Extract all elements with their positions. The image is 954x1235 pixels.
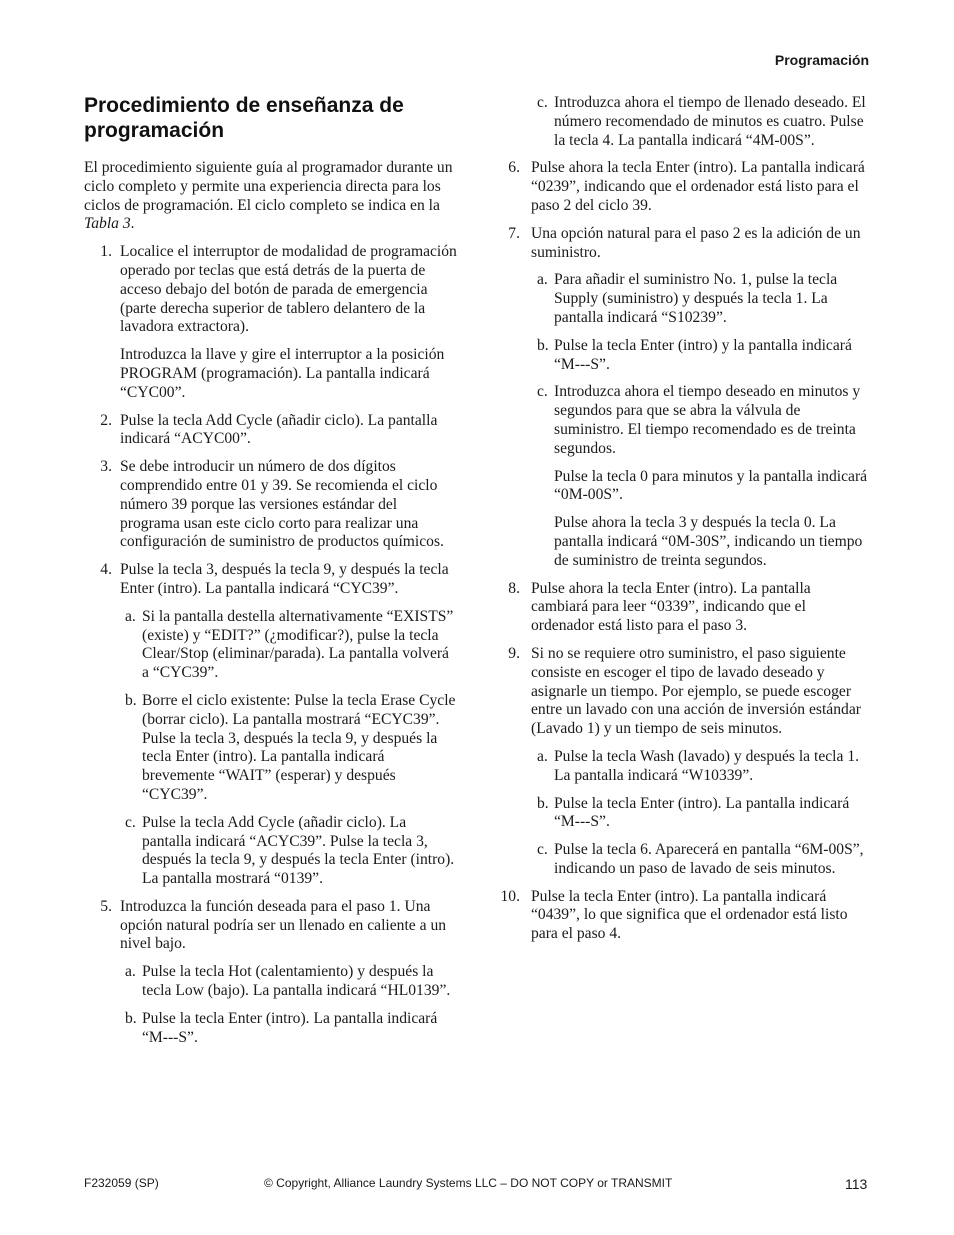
substep-text: Pulse la tecla Enter (intro). La pantalla indicará “M---S”. bbox=[554, 794, 850, 831]
document-id: F232059 (SP) bbox=[84, 1176, 159, 1190]
substep-5a bbox=[84, 963, 459, 1001]
substep-9b bbox=[498, 795, 870, 833]
substep-4b bbox=[84, 692, 459, 805]
substep-letter: a. bbox=[537, 747, 548, 765]
step-text: Localice el interruptor de modalidad de programación operado por teclas que está detrás de la puerta de acceso debajo del botón de parada de emergencia (parte derecha superior de tablero delantero de la lavadora extractora). bbox=[120, 243, 457, 336]
substep-7c bbox=[498, 383, 870, 570]
step-1 bbox=[84, 243, 459, 402]
substep-text: Pulse la tecla 6. Aparecerá en pantalla “6M-00S”, indicando un paso de lavado de seis minutos. bbox=[554, 841, 864, 877]
intro-paragraph bbox=[84, 159, 459, 234]
substep-letter: a. bbox=[125, 963, 136, 981]
step-number: 8. bbox=[508, 579, 520, 597]
step-6 bbox=[498, 159, 870, 215]
step-number: 4. bbox=[100, 561, 112, 579]
substep-text: Para añadir el suministro No. 1, pulse la tecla Supply (suministro) y después la tecla 1. La pantalla indicará “S10239”. bbox=[554, 271, 838, 326]
step-2 bbox=[84, 412, 459, 450]
step-text: Pulse ahora la tecla Enter (intro). La pantalla indicará “0239”, indicando que el ordenador está listo para el paso 2 del ciclo 39. bbox=[531, 159, 865, 214]
step-text: Una opción natural para el paso 2 es la adición de un suministro. bbox=[531, 224, 861, 261]
table-reference: Tabla 3 bbox=[84, 215, 131, 233]
step-4 bbox=[84, 561, 459, 599]
page-title: Procedimiento de enseñanza de programación bbox=[84, 94, 404, 142]
substep-letter: a. bbox=[537, 271, 548, 289]
step-note: Introduzca la llave y gire el interruptor a la posición PROGRAM (programación). La pantalla indicará “CYC00”. bbox=[120, 346, 445, 401]
step-text: Pulse ahora la tecla Enter (intro). La pantalla cambiará para leer “0339”, indicando que el ordenador está listo para el paso 3. bbox=[531, 579, 811, 635]
substep-text: Borre el ciclo existente: Pulse la tecla Erase Cycle (borrar ciclo). La pantalla mostrará “ECYC39”. Pulse la tecla 3, después la tecla 9, y después la tecla Enter (intro). La pantalla indicará brevemente “WAIT” (esperar) y después “CYC39”. bbox=[142, 691, 456, 803]
step-text: Pulse la tecla 3, después la tecla 9, y después la tecla Enter (intro). La pantalla indicará “CYC39”. bbox=[120, 561, 449, 597]
substep-letter: b. bbox=[125, 1009, 137, 1027]
substep-text: Pulse la tecla Add Cycle (añadir ciclo). La pantalla indicará “ACYC39”. Pulse la tecla 3, después la tecla 9, y después la tecla Enter (intro). La pantalla mostrará “0139”. bbox=[142, 813, 455, 888]
substep-text: Introduzca ahora el tiempo de llenado deseado. El número recomendado de minutos es cuatro. Pulse la tecla 4. La pantalla indicará “4M-00S”. bbox=[554, 94, 866, 149]
step-5 bbox=[84, 898, 459, 954]
step-3 bbox=[84, 458, 459, 552]
right-column bbox=[498, 94, 870, 953]
step-text: Pulse la tecla Add Cycle (añadir ciclo). La pantalla indicará “ACYC00”. bbox=[120, 411, 438, 448]
copyright-notice: © Copyright, Alliance Laundry Systems LLC – DO NOT COPY or TRANSMIT bbox=[264, 1176, 673, 1190]
step-7 bbox=[498, 225, 870, 263]
substep-text: Pulse la tecla Enter (intro). La pantalla indicará “M---S”. bbox=[142, 1009, 438, 1046]
substep-text: Pulse la tecla Hot (calentamiento) y después la tecla Low (bajo). La pantalla indicará “HL0139”. bbox=[142, 963, 451, 1000]
step-text: Pulse la tecla Enter (intro). La pantalla indicará “0439”, lo que significa que el ordenador está listo para el paso 4. bbox=[531, 887, 848, 943]
substep-note: Pulse la tecla 0 para minutos y la pantalla indicará “0M-00S”. bbox=[554, 467, 868, 504]
step-number: 10. bbox=[500, 887, 520, 905]
substep-letter: c. bbox=[125, 813, 136, 831]
substep-5c bbox=[498, 94, 870, 150]
substep-letter: b. bbox=[537, 336, 549, 354]
substep-text: Si la pantalla destella alternativamente “EXISTS” (existe) y “EDIT?” (¿modificar?), pulse la tecla Clear/Stop (eliminar/parada). La pantalla volverá a “CYC39”. bbox=[142, 607, 454, 682]
substep-letter: c. bbox=[537, 841, 548, 859]
substep-7a bbox=[498, 271, 870, 327]
substep-letter: c. bbox=[537, 94, 548, 111]
substep-letter: b. bbox=[537, 794, 549, 812]
step-number: 9. bbox=[508, 644, 520, 662]
substep-letter: c. bbox=[537, 383, 548, 401]
substep-text: Pulse la tecla Wash (lavado) y después la tecla 1. La pantalla indicará “W10339”. bbox=[554, 747, 860, 784]
substep-4a bbox=[84, 608, 459, 683]
step-number: 6. bbox=[508, 159, 520, 177]
substep-letter: b. bbox=[125, 691, 137, 709]
substep-5b bbox=[84, 1010, 459, 1048]
step-number: 1. bbox=[100, 243, 112, 261]
step-text: Si no se requiere otro suministro, el paso siguiente consiste en escoger el tipo de lavado deseado y asignarle un tiempo. Por ejemplo, se puede escoger entre un lavado con una acción de inversión estándar (Lavado 1) y un tiempo de seis minutos. bbox=[531, 644, 861, 738]
section-header: Programación bbox=[774, 52, 869, 68]
step-text: Se debe introducir un número de dos dígitos comprendido entre 01 y 39. Se recomienda el ciclo número 39 porque las versiones estándar del programa usan este ciclo corto para realizar una configuración de suministro de productos químicos. bbox=[120, 458, 444, 551]
substep-text: Introduzca ahora el tiempo deseado en minutos y segundos para que se abra la válvula de suministro. El tiempo recomendado es de treinta segundos. bbox=[554, 383, 861, 457]
step-number: 2. bbox=[100, 411, 112, 429]
left-column bbox=[84, 94, 459, 1056]
step-number: 3. bbox=[100, 458, 112, 476]
intro-text: El procedimiento siguiente guía al programador durante un ciclo completo y permite una experiencia directa para los ciclos de programación. El ciclo completo se indica en la bbox=[84, 159, 453, 214]
intro-end: . bbox=[130, 215, 135, 233]
substep-9c bbox=[498, 841, 870, 879]
step-9 bbox=[498, 645, 870, 739]
step-8 bbox=[498, 580, 870, 636]
substep-4c bbox=[84, 814, 459, 889]
step-10 bbox=[498, 888, 870, 944]
step-number: 5. bbox=[100, 897, 112, 915]
substep-text: Pulse la tecla Enter (intro) y la pantalla indicará “M---S”. bbox=[554, 336, 852, 373]
substep-7b bbox=[498, 337, 870, 375]
substep-letter: a. bbox=[125, 607, 136, 625]
step-text: Introduzca la función deseada para el paso 1. Una opción natural podría ser un llenado en caliente a un nivel bajo. bbox=[120, 897, 447, 953]
substep-note: Pulse ahora la tecla 3 y después la tecla 0. La pantalla indicará “0M-30S”, indicando un tiempo de suministro de treinta segundos. bbox=[554, 514, 863, 569]
step-number: 7. bbox=[508, 224, 520, 242]
page-number: 113 bbox=[845, 1176, 868, 1192]
substep-9a bbox=[498, 748, 870, 786]
